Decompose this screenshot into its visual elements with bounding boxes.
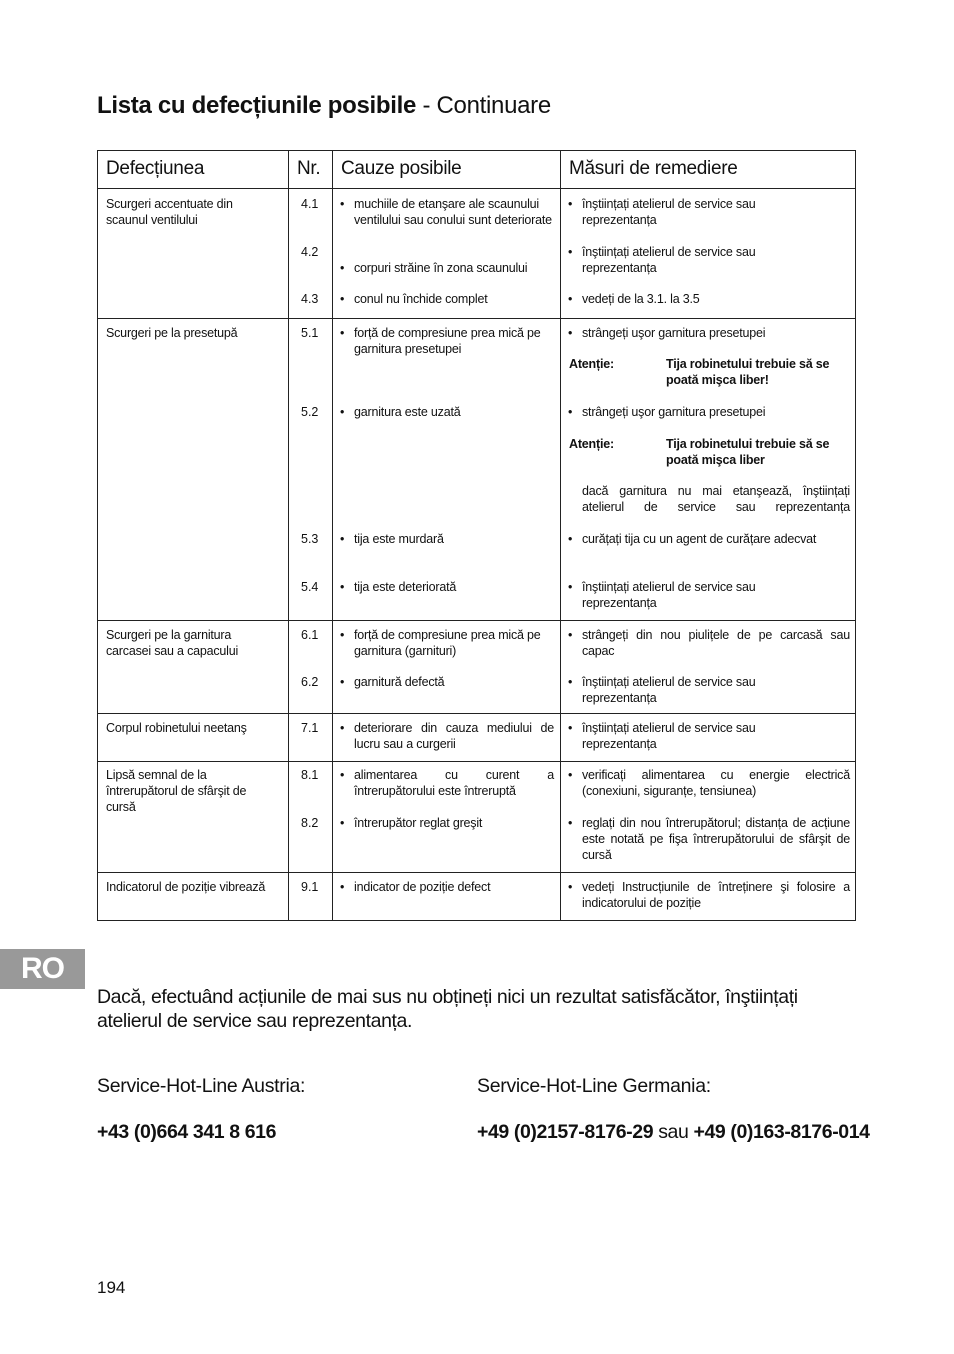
phone-germany-or: sau <box>653 1121 694 1143</box>
defect-cell: Scurgeri pe la presetupă <box>106 326 238 340</box>
fault-table <box>97 150 856 921</box>
cause-item: • garnitura este uzată <box>340 405 461 419</box>
remedy-item: • înştiințați atelierul de service sau reprezentanța <box>568 675 756 705</box>
phone-germany <box>477 1121 870 1144</box>
header-causes: Cauze posibile <box>341 158 462 179</box>
row-divider <box>98 872 855 873</box>
remedy-item: • verificați alimentarea cu energie electrică (conexiuni, siguranțe, tensiunea) <box>568 768 850 798</box>
cause-item: • conul nu închide complet <box>340 292 488 306</box>
fault-number: 4.3 <box>301 292 319 306</box>
fault-number: 6.1 <box>301 628 319 642</box>
fault-number: 7.1 <box>301 721 319 735</box>
row-divider <box>98 620 855 621</box>
cause-item: • întrerupător reglat greşit <box>340 816 483 830</box>
fault-number: 8.2 <box>301 816 319 830</box>
fault-number: 4.2 <box>301 245 319 259</box>
cause-item: • alimentarea cu curent a întrerupătorului este întreruptă <box>340 768 554 798</box>
defect-cell: Scurgeri pe la garnitura carcasei sau a capacului <box>106 628 239 658</box>
remedy-item: • vedeți de la 3.1. la 3.5 <box>568 292 700 306</box>
remedy-item: • înştiințați atelierul de service sau reprezentanța <box>568 245 756 275</box>
cause-item: • muchiile de etanşare ale scaunului ventilului sau conului sunt deteriorate <box>340 197 552 227</box>
fault-number: 5.3 <box>301 532 319 546</box>
page-number: 194 <box>97 1278 126 1297</box>
cause-item: • indicator de poziție defect <box>340 880 491 894</box>
attention-text: Tija robinetului trebuie să se poată mişca liber! <box>666 357 830 387</box>
remedy-item: • strângeți uşor garnitura presetupei <box>568 326 766 340</box>
fault-number: 5.2 <box>301 405 319 419</box>
cause-item: • garnitură defectă <box>340 675 445 689</box>
defect-cell: Scurgeri accentuate din scaunul ventilului <box>106 197 233 227</box>
row-divider <box>98 188 855 189</box>
cause-item: • tija este murdară <box>340 532 444 546</box>
row-divider <box>98 318 855 319</box>
cause-item: • corpuri străine în zona scaunului <box>340 261 528 275</box>
header-defect: Defecțiunea <box>106 158 205 179</box>
remedy-item: • înştiințați atelierul de service sau reprezentanța <box>568 197 756 227</box>
defect-cell: Indicatorul de poziție vibrează <box>106 880 266 894</box>
header-nr: Nr. <box>297 158 321 179</box>
remedy-item: • reglați din nou întrerupătorul; distanța de acțiune este notată pe fişa întrerupătorului de sfârşit de cursă <box>568 816 850 862</box>
remedy-item: • strângeți uşor garnitura presetupei <box>568 405 766 419</box>
fault-number: 8.1 <box>301 768 319 782</box>
remedy-item: • înştiințați atelierul de service sau reprezentanța <box>568 580 756 610</box>
phone-germany-primary: +49 (0)2157-8176-29 <box>477 1121 654 1143</box>
fault-number: 9.1 <box>301 880 319 894</box>
cause-item: • forță de compresiune prea mică pe garnitura (garnituri) <box>340 628 541 658</box>
attention-label: Atenție: <box>569 357 614 371</box>
defect-cell: Lipsă semnal de la întrerupătorul de sfârşit de cursă <box>106 768 247 814</box>
language-tab: RO <box>0 949 85 989</box>
fault-number: 6.2 <box>301 675 319 689</box>
hotline-austria-label: Service-Hot-Line Austria: <box>97 1075 306 1097</box>
defect-cell: Corpul robinetului neetanş <box>106 721 247 735</box>
phone-austria: +43 (0)664 341 8 616 <box>97 1121 277 1143</box>
header-remedies: Măsuri de remediere <box>569 158 738 179</box>
phone-germany-secondary: +49 (0)163-8176-014 <box>693 1121 870 1143</box>
cause-item: • forță de compresiune prea mică pe garnitura presetupei <box>340 326 541 356</box>
row-divider <box>98 713 855 714</box>
remedy-item: • curățați tija cu un agent de curățare adecvat <box>568 532 817 546</box>
remedy-item: • strângeți din nou piulițele de pe carcasă sau capac <box>568 628 850 658</box>
column-divider <box>560 151 561 920</box>
fault-number: 5.4 <box>301 580 319 594</box>
remedy-note: dacă garnitura nu mai etanşează, înştiințați atelierul de service sau reprezentanța <box>582 484 850 514</box>
cause-item: • deteriorare din cauza mediului de lucru sau a curgerii <box>340 721 554 751</box>
remedy-item: • înştiințați atelierul de service sau reprezentanța <box>568 721 756 751</box>
column-divider <box>332 151 333 920</box>
cause-item: • tija este deteriorată <box>340 580 457 594</box>
remedy-item: • vedeți Instrucțiunile de întreținere şi folosire a indicatorului de poziție <box>568 880 850 910</box>
footer-paragraph: Dacă, efectuând acțiunile de mai sus nu obțineți nici un rezultat satisfăcător, înştiințați atelierul de service sau reprezentanța. <box>97 986 798 1032</box>
column-divider <box>288 151 289 920</box>
fault-number: 5.1 <box>301 326 319 340</box>
page-title: Lista cu defecțiunile posibile - Continuare <box>97 92 551 119</box>
fault-number: 4.1 <box>301 197 319 211</box>
attention-label: Atenție: <box>569 437 614 451</box>
attention-text: Tija robinetului trebuie să se poată mişca liber <box>666 437 830 467</box>
hotline-germany-label: Service-Hot-Line Germania: <box>477 1075 711 1097</box>
row-divider <box>98 761 855 762</box>
